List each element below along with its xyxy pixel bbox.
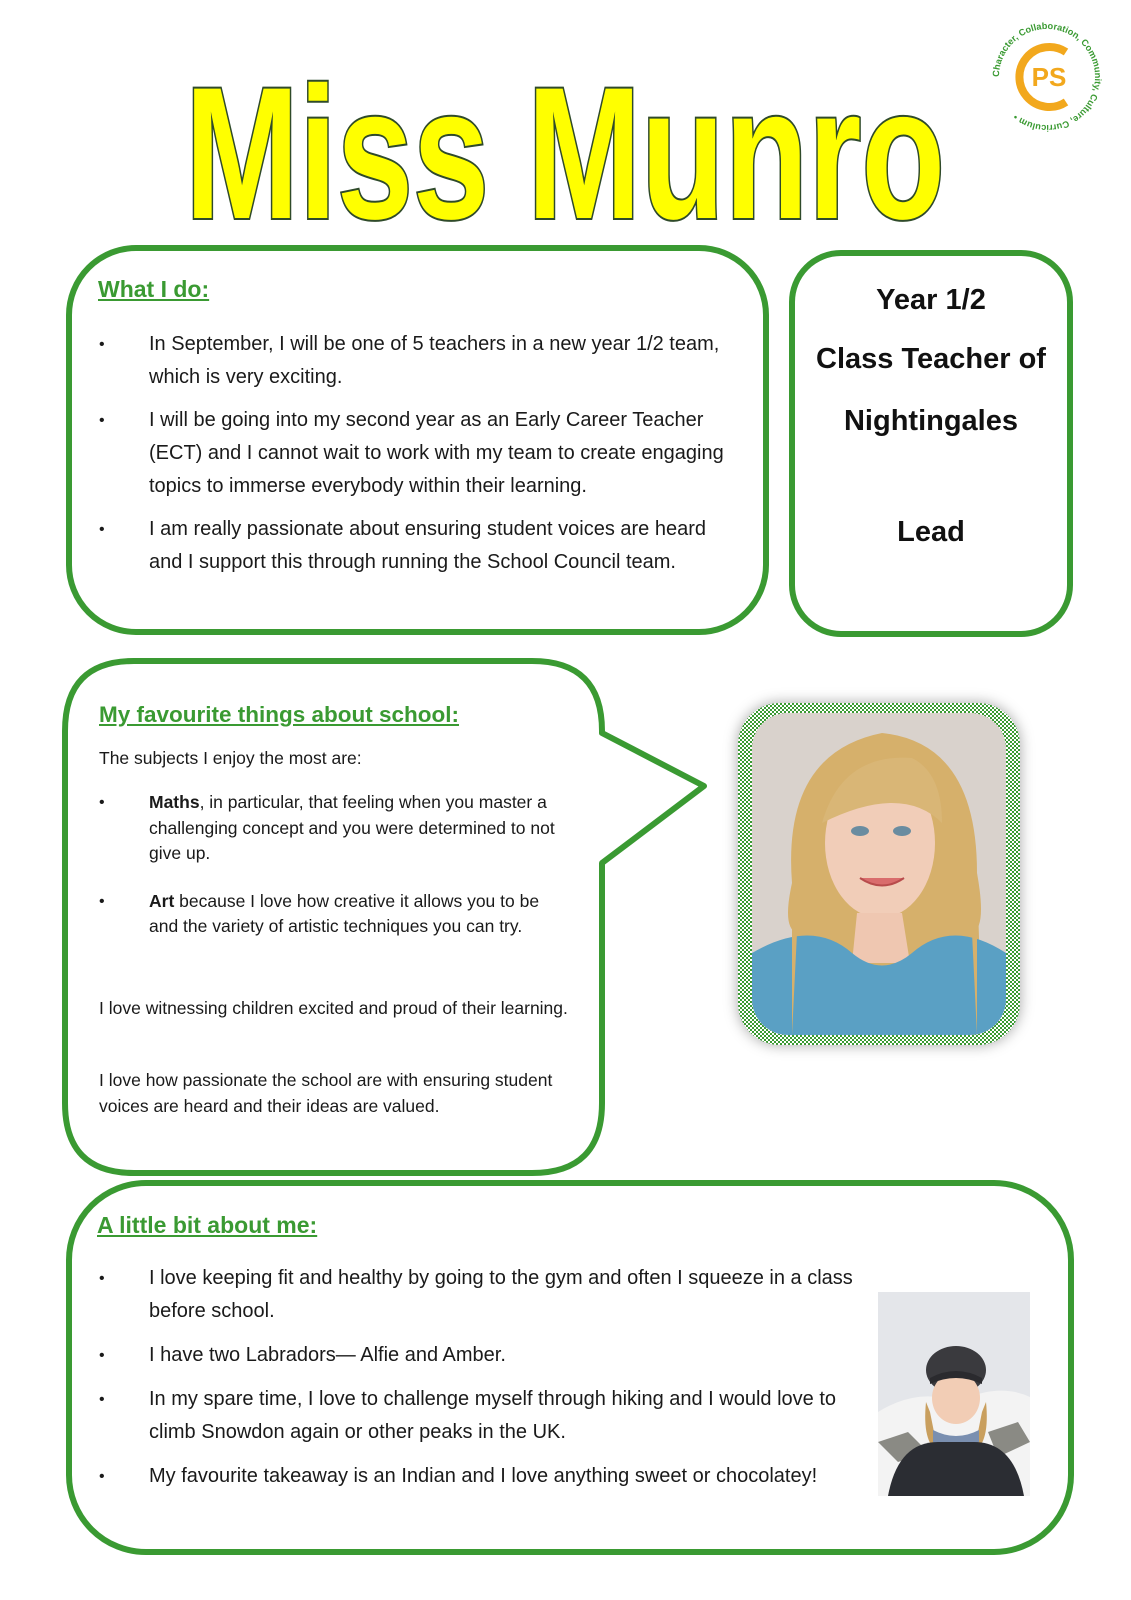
what-i-do-heading: What I do:	[98, 276, 210, 302]
portrait-photo	[752, 713, 1006, 1035]
page-title	[150, 40, 980, 240]
favourite-paragraph-1: I love witnessing children excited and proud of their learning.	[99, 998, 568, 1018]
role-class-teacher: Class Teacher of	[816, 343, 1046, 375]
favourite-paragraph-2: I love how passionate the school are with ensuring student voices are heard and their ideas are valued.	[99, 1070, 553, 1116]
list-item: • I will be going into my second year as an Early Career Teacher (ECT) and I cannot wait to work with my team to create engaging topics to immerse everybody within their learning.	[99, 409, 724, 497]
favourite-intro: The subjects I enjoy the most are:	[99, 748, 362, 768]
about-me-heading: A little bit about me:	[97, 1212, 318, 1238]
role-lead: Lead	[897, 516, 965, 548]
role-year: Year 1/2	[876, 284, 986, 316]
school-crest-icon	[988, 18, 1106, 136]
hiking-photo	[878, 1292, 1030, 1496]
list-item: • My favourite takeaway is an Indian and I love anything sweet or chocolatey!	[99, 1465, 818, 1487]
logo-ring-text: Character, Collaboration, Community, Culture, Curriculum •	[990, 20, 1104, 134]
list-item: • I have two Labradors— Alfie and Amber.	[99, 1344, 506, 1366]
what-i-do-list	[96, 328, 736, 589]
page-title-text: Miss Munro	[185, 48, 945, 240]
favourite-list	[96, 790, 566, 962]
svg-text:PS: PS	[1031, 62, 1067, 92]
list-item: • In my spare time, I love to challenge myself through hiking and I would love to climb Snowdon again or other peaks in the UK.	[99, 1388, 837, 1443]
list-item: • Maths, in particular, that feeling when you master a challenging concept and you were determined to not give up.	[99, 792, 555, 863]
role-class-name: Nightingales	[843, 405, 1018, 437]
list-item: • I love keeping fit and healthy by going to the gym and often I squeeze in a class before school.	[99, 1267, 853, 1322]
list-item: • Art because I love how creative it allows you to be and the variety of artistic techniques you can try.	[99, 890, 540, 936]
favourite-heading: My favourite things about school:	[99, 702, 460, 727]
list-item: • I am really passionate about ensuring student voices are heard and I support this through running the School Council team.	[99, 518, 707, 573]
list-item: • In September, I will be one of 5 teachers in a new year 1/2 team, which is very exciting.	[99, 333, 720, 388]
about-me-list	[96, 1262, 866, 1504]
